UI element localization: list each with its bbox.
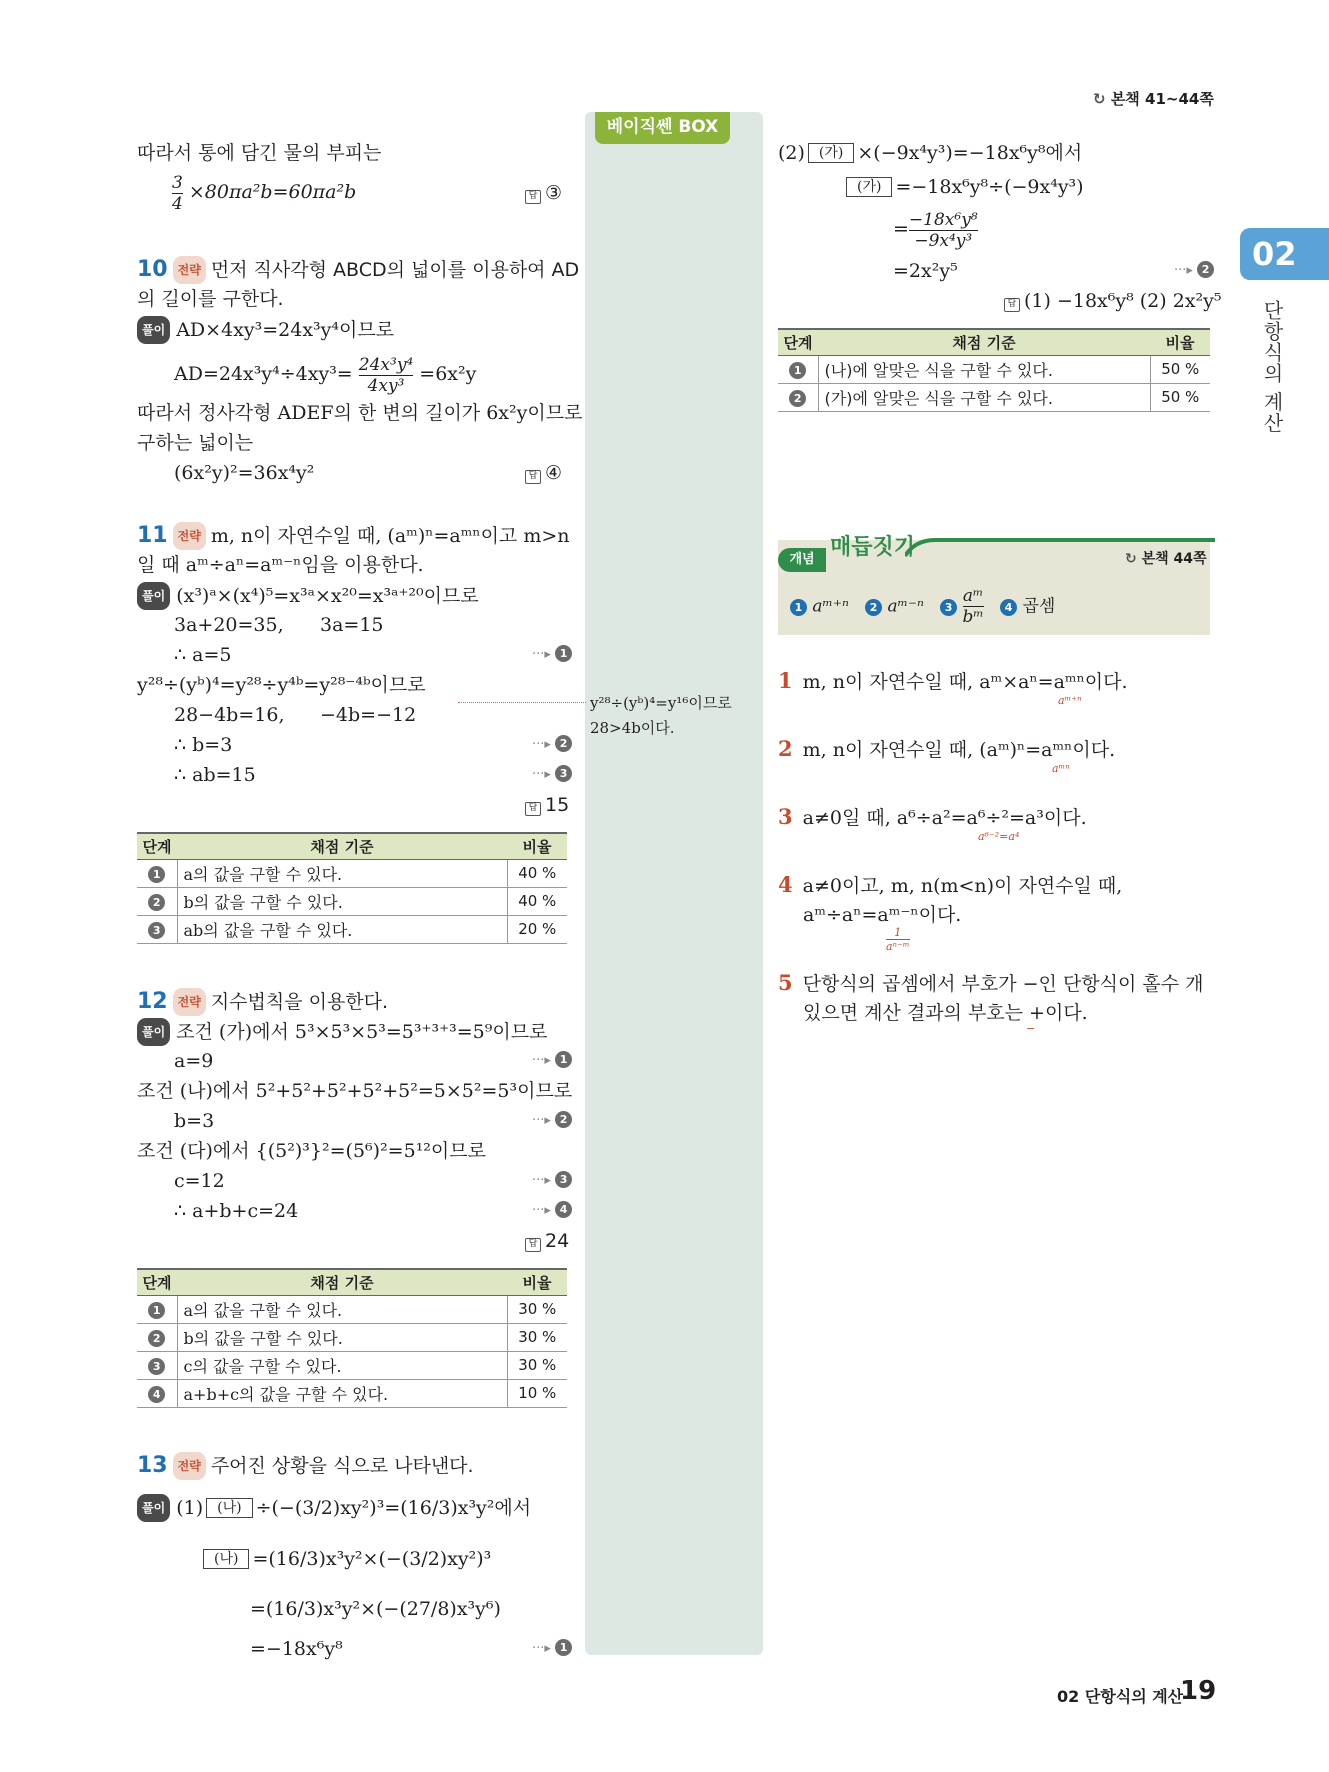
p13-s4: =−18x⁶y⁸ [250,1638,343,1660]
p11-s5a: 28−4b=16, [174,704,285,726]
step-marker-1: ···▸ 1 [532,1636,572,1662]
p12-s4: b=3 [174,1110,215,1132]
table-row: 1 a의 값을 구할 수 있다. 30 % [137,1295,567,1323]
intro-line: 따라서 통에 담긴 물의 부피는 [137,142,382,164]
quiz-5: 5 단항식의 곱셈에서 부호가 −인 단항식이 홀수 개 [778,970,1204,995]
step-marker-2: ···▸ 2 [1174,258,1214,284]
intro-equation: $\frac{3}{4}$ ×80πa²b=60πa²b [172,172,357,214]
p12-s7: ∴ a+b+c=24 [174,1200,299,1222]
p12-s1: 풀이 조건 (가)에서 5³×5³×5³=5³⁺³⁺³=5⁹이므로 [137,1018,547,1046]
p11-score-table: 단계 채점 기준 비율 1 a의 값을 구할 수 있다. 40 % 2 b의 값을 구할 수 있다. 40 % 3 ab의 값을 구할 수 있다. 20 % [137,832,567,944]
p11-s3: ∴ a=5 [174,644,232,666]
table-row: 1 (나)에 알맞은 식을 구할 수 있다. 50 % [778,355,1210,383]
intro-answer: 답 ③ [525,180,562,206]
p12-score-table: 단계 채점 기준 비율 1 a의 값을 구할 수 있다. 30 % 2 b의 값을 구할 수 있다. 30 % 3 c의 값을 구할 수 있다. 30 % 4 a+b+c의 값을 구할 수 있다. 10 % [137,1268,567,1408]
header-ref: ↻ 본책 41~44쪽 [1093,90,1214,108]
refresh-icon: ↻ [1093,90,1106,108]
footer-chapter: 02 단항식의 계산 [1057,1687,1184,1706]
p11-s2a: 3a+20=35, [174,614,284,636]
basic-box-column [585,112,763,1655]
p13-2-s1: (2) (가) ×(−9x⁴y³)=−18x⁶y⁸에서 [778,142,1083,164]
p11-answer: 답 15 [525,792,569,818]
quiz-4-correction: 1 aⁿ⁻ᵐ [886,926,910,953]
p13-s2: (나) =(16/3)x³y²×(−(3/2)xy²)³ [200,1546,491,1572]
quiz-3: 3 a≠0일 때, a⁶÷a²=a⁶÷²=a³이다. [778,804,1087,829]
quiz-1: 1 m, n이 자연수일 때, aᵐ×aⁿ=aᵐⁿ이다. [778,668,1128,693]
box-note-line1: y²⁸÷(yᵇ)⁴=y¹⁶이므로 [590,694,732,712]
p13-s3: =(16/3)x³y²×(−(27/8)x³y⁶) [250,1598,501,1620]
step-marker-1: ···▸ 1 [532,642,572,668]
answer-icon: 답 [525,190,541,204]
table-row: 4 a+b+c의 값을 구할 수 있다. 10 % [137,1379,567,1407]
p13-strategy: 13 전략 주어진 상황을 식으로 나타낸다. [137,1453,474,1478]
p11-s1: 풀이 (x³)ᵃ×(x⁴)⁵=x³ᵃ×x²⁰=x³ᵃ⁺²⁰이므로 [137,582,479,610]
quiz-1-correction: aᵐ⁺ⁿ [1058,694,1082,707]
p13-2-s4: =2x²y⁵ [893,260,958,282]
p10-s2: AD=24x³y⁴÷4xy³= $\frac{\text{24x³y⁴}}{\text{4xy³}}$ =6x²y [174,354,477,396]
p11-s5b: −4b=−12 [320,704,417,726]
quiz-2: 2 m, n이 자연수일 때, (aᵐ)ⁿ=aᵐⁿ이다. [778,736,1116,761]
p13-score-table: 단계 채점 기준 비율 1 (나)에 알맞은 식을 구할 수 있다. 50 % 2 (가)에 알맞은 식을 구할 수 있다. 50 % [778,328,1210,412]
step-marker-3: ···▸ 3 [532,1168,572,1194]
step-marker-2: ···▸ 2 [532,1108,572,1134]
p12-s2: a=9 [174,1050,214,1072]
p12-s5: 조건 (다)에서 {(5²)³}²=(5⁶)²=5¹²이므로 [137,1140,486,1162]
quiz-5-correction: − [1026,1022,1036,1035]
concept-answers: 1 aᵐ⁺ⁿ 2 aᵐ⁻ⁿ 3 $\frac{\text{aᵐ}}{\text{bᵐ}}$ 4 곱셈 [790,586,1055,627]
concept-title: 매듭짓기 [830,535,916,560]
p11-s6: ∴ b=3 [174,734,233,756]
p10-s5: (6x²y)²=36x⁴y² [174,462,315,484]
box-title: 베이직쎈 BOX [595,112,730,144]
p10-s1: 풀이 AD×4xy³=24x³y⁴이므로 [137,316,394,344]
p10-answer: 답 ④ [525,460,562,486]
page-number: 19 [1180,1676,1217,1706]
quiz-2-correction: aᵐⁿ [1052,762,1070,775]
answer-icon: 답 [1004,298,1020,312]
side-title: 단항식의 계산 [1260,300,1284,434]
p13-2-s3: = $\frac{\text{−18x⁶y⁸}}{\text{−9x⁴y³}}$ [893,209,978,251]
answer-icon: 답 [525,470,541,484]
p11-s4: y²⁸÷(yᵇ)⁴=y²⁸÷y⁴ᵇ=y²⁸⁻⁴ᵇ이므로 [137,674,426,696]
box-note [590,691,732,741]
table-row: 2 b의 값을 구할 수 있다. 40 % [137,887,567,915]
quiz-4-line2: aᵐ÷aⁿ=aᵐ⁻ⁿ이다. [803,904,962,926]
p12-answer: 답 24 [525,1228,569,1254]
p10-strategy: 10 전략 먼저 직사각형 ABCD의 넓이를 이용하여 AD [137,257,580,282]
p12-strategy: 12 전략 지수법칙을 이용한다. [137,989,389,1014]
step-marker-1: ···▸ 1 [532,1048,572,1074]
p11-s7: ∴ ab=15 [174,764,256,786]
box-note-line2: 28>4b이다. [590,719,675,737]
step-marker-3: ···▸ 3 [532,762,572,788]
table-row: 2 b의 값을 구할 수 있다. 30 % [137,1323,567,1351]
intro-fraction: $\frac{3}{4}$ [172,172,183,214]
table-row: 1 a의 값을 구할 수 있다. 40 % [137,859,567,887]
p10-strategy2: 의 길이를 구한다. [137,288,284,310]
dotted-connector [458,702,586,703]
concept-ref: ↻ 본책 44쪽 [1125,551,1207,567]
p13-answer: 답 (1) −18x⁶y⁸ (2) 2x²y⁵ [1004,288,1222,314]
quiz-3-correction: a⁶⁻²=a⁴ [978,830,1020,843]
table-row: 2 (가)에 알맞은 식을 구할 수 있다. 50 % [778,383,1210,411]
refresh-icon: ↻ [1125,551,1137,567]
table-row: 3 c의 값을 구할 수 있다. 30 % [137,1351,567,1379]
p11-strategy: 11 전략 m, n이 자연수일 때, (aᵐ)ⁿ=aᵐⁿ이고 m>n [137,523,570,548]
step-marker-2: ···▸ 2 [532,732,572,758]
p12-s3: 조건 (나)에서 5²+5²+5²+5²+5²=5×5²=5³이므로 [137,1080,573,1102]
quiz-4: 4 a≠0이고, m, n(m<n)이 자연수일 때, [778,872,1123,897]
chapter-tab: 02 [1240,228,1329,280]
p13-s1: 풀이 (1) (나) ÷(−(3/2)xy²)³=(16/3)x³y²에서 [137,1494,531,1522]
quiz-5-line2: 있으면 계산 결과의 부호는 +이다. [803,1002,1088,1024]
p11-strategy2: 일 때 aᵐ÷aⁿ=aᵐ⁻ⁿ임을 이용한다. [137,554,424,576]
p13-2-s2: (가) =−18x⁶y⁸÷(−9x⁴y³) [843,174,1084,200]
p11-s2b: 3a=15 [320,614,384,636]
p10-s3: 따라서 정사각형 ADEF의 한 변의 길이가 6x²y이므로 [137,402,583,424]
p10-s4: 구하는 넓이는 [137,432,254,454]
table-row: 3 ab의 값을 구할 수 있다. 20 % [137,915,567,943]
concept-tag: 개념 [778,548,826,572]
p12-s6: c=12 [174,1170,225,1192]
answer-icon: 답 [525,1238,541,1252]
answer-icon: 답 [525,802,541,816]
step-marker-4: ···▸ 4 [532,1198,572,1224]
